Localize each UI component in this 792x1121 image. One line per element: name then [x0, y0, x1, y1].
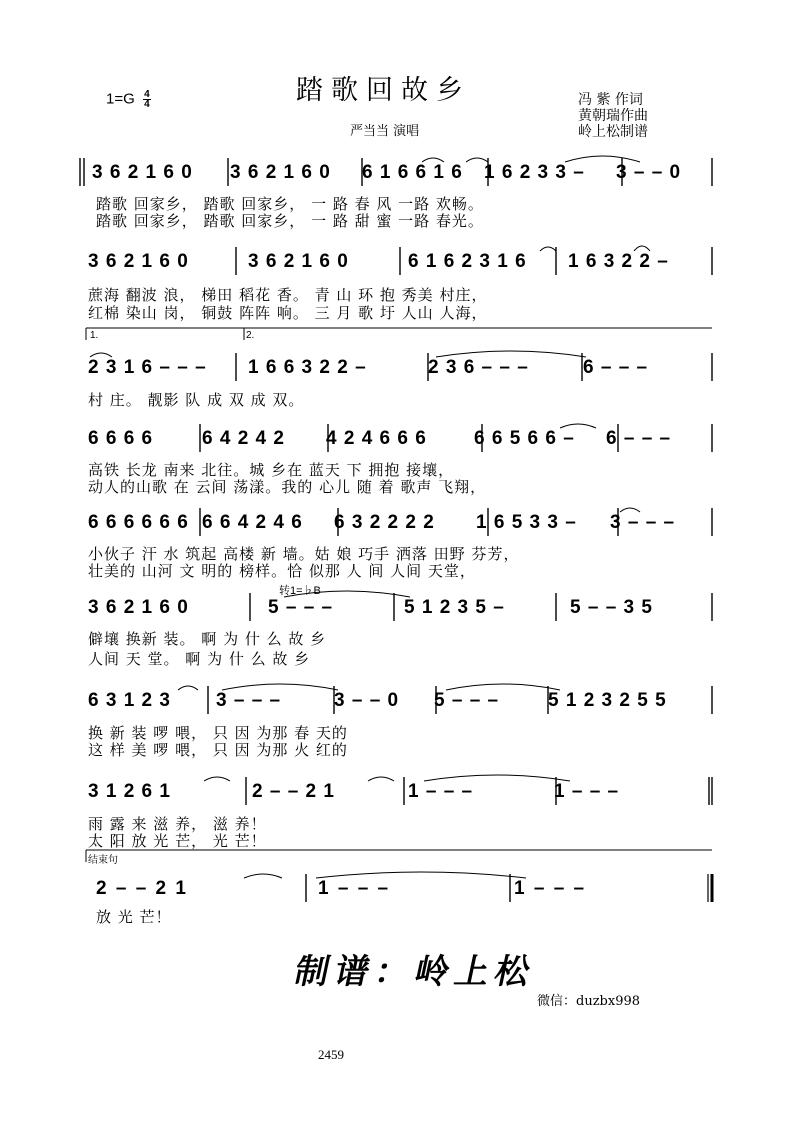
transcriber-stamp: 制谱：岭上松 [291, 952, 540, 992]
system-3-lyric-1: 村 庄。 靓影 队 成 双 成 双。 [88, 391, 305, 409]
composer-credit: 黄朝瑞作曲 [578, 108, 648, 124]
lyricist-credit: 冯 紫 作词 [578, 92, 643, 108]
system-4-notes: 6 6 6 6 6 4 2 4 2 4 2 4 6 6 6 6 6 5 6 6 – 6 – – – [88, 428, 671, 449]
system-9-lyric-1: 放 光 芒！ [96, 908, 172, 926]
singer-credit: 严当当 演唱 [350, 124, 420, 139]
system-7-lyric-1: 换 新 装 啰 喂， 只 因 为那 春 天的 [88, 724, 348, 742]
time-signature: $\frac{4}{4}$ [144, 89, 150, 110]
system-2-lyric-1: 蔗海 翻波 浪， 梯田 稻花 香。 青 山 环 抱 秀美 村庄， [88, 286, 488, 304]
system-7-lyric-2: 这 样 美 啰 喂， 只 因 为那 火 红的 [88, 741, 348, 759]
wechat-contact: 微信：duzbx998 [537, 994, 641, 1009]
system-1-notes: 3 6 2 1 6 0 3 6 2 1 6 0 6 1 6 6 1 6 1 6 2 3 3 – 3 – – 0 [92, 162, 681, 183]
song-title: 踏歌回故乡 [296, 75, 471, 106]
volta-2: 2. [246, 330, 255, 341]
system-1-lyric-2: 踏歌 回家乡， 踏歌 回家乡， 一 路 甜 蜜 一路 春光。 [96, 212, 484, 230]
system-8-notes: 3 1 2 6 1 2 – – 2 1 1 – – – 1 – – – [88, 781, 619, 802]
key-signature: $1=G \frac{4}{4}$ [106, 89, 150, 110]
system-7-notes: 6 3 1 2 3 3 – – – 3 – – 0 5 – – – 5 1 2 3 2 5 5 [88, 690, 666, 711]
system-5-lyric-1: 小伙子 汗 水 筑起 高楼 新 墙。姑 娘 巧手 洒落 田野 芬芳， [88, 545, 520, 563]
system-6-notes: 3 6 2 1 6 0 5 – – – 5 1 2 3 5 – 5 – – 3 5 [88, 597, 652, 618]
system-4-lyric-2: 动人的山歌 在 云间 荡漾。我的 心儿 随 着 歌声 飞翔， [88, 478, 487, 496]
page-number: 2459 [318, 1047, 344, 1062]
system-8-lyric-2: 太 阳 放 光 芒， 光 芒！ [88, 832, 267, 850]
modulation-mark: 转1=♭B [279, 585, 321, 597]
system-5-notes: 6 6 6 6 6 6 6 6 4 2 4 6 6 3 2 2 2 2 1 6 5 3 3 – 3 – – – [88, 512, 675, 533]
system-4-lyric-1: 高铁 长龙 南来 北往。城 乡在 蓝天 下 拥抱 接壤， [88, 461, 455, 479]
system-2-lyric-2: 红棉 染山 岗， 铜鼓 阵阵 响。 三 月 歌 圩 人山 人海， [88, 304, 488, 322]
system-1-lyric-1: 踏歌 回家乡， 踏歌 回家乡， 一 路 春 风 一路 欢畅。 [96, 195, 484, 213]
system-5-lyric-2: 壮美的 山河 文 明的 榜样。恰 似那 人 间 人间 天堂， [88, 562, 476, 580]
coda-label: 结束句 [88, 855, 118, 866]
system-3-notes: 2 3 1 6 – – – 1 6 6 3 2 2 – 2 3 6 – – – 6 – – – [88, 357, 648, 378]
system-2-notes: 3 6 2 1 6 0 3 6 2 1 6 0 6 1 6 2 3 1 6 1 6 3 2 2 – [88, 251, 668, 272]
system-6-lyric-2: 人间 天 堂。 啊 为 什 么 故 乡 [88, 650, 311, 668]
transcriber-credit: 岭上松制谱 [578, 124, 648, 140]
system-9-notes: 2 – – 2 1 1 – – – 1 – – – [96, 878, 585, 899]
volta-1: 1. [90, 330, 99, 341]
system-8-lyric-1: 雨 露 来 滋 养， 滋 养！ [88, 815, 267, 833]
system-6-lyric-1: 僻壤 换新 装。 啊 为 什 么 故 乡 [88, 630, 327, 648]
